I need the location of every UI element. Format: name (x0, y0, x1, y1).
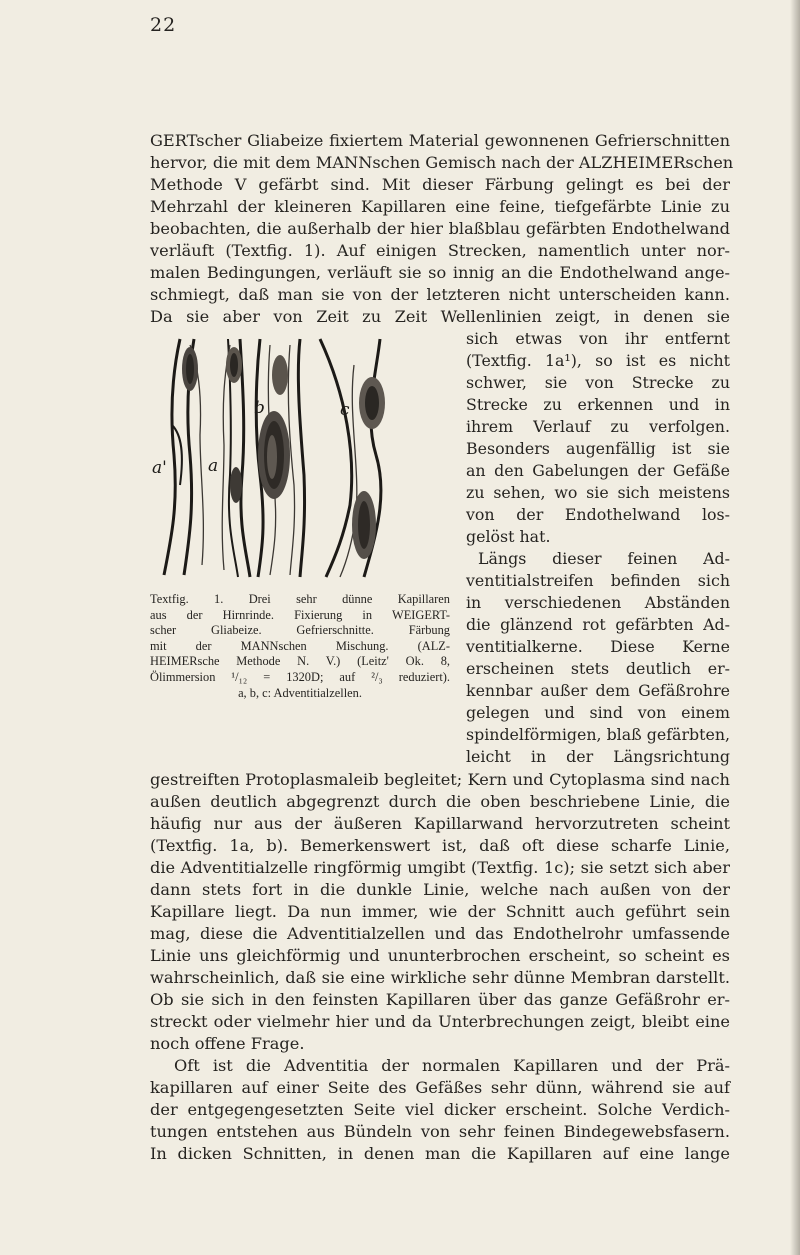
text-line: Da sie aber von Zeit zu Zeit Wellenlinien zeigt, in denen sie (150, 307, 730, 326)
page-number: 22 (150, 14, 177, 36)
text-line: der entgegengesetzten Seite viel dicker erscheint. Solche Verdich- (150, 1100, 730, 1119)
text-line: verläuft (Textfig. 1). Auf einigen Strecken, namentlich unter nor- (150, 241, 730, 260)
figure-caption (150, 592, 450, 701)
text-line: mag, diese die Adventitialzellen und das Endothelrohr umfassende (150, 924, 730, 943)
text-line: häufig nur aus der äußeren Kapillarwand hervorzutreten scheint (150, 814, 730, 833)
text-line: Mehrzahl der kleineren Kapillaren eine feine, tiefgefärbte Linie zu (150, 197, 730, 216)
caption-line: Textfig. 1. Drei sehr dünne Kapillaren (150, 592, 450, 606)
text-line: Längs dieser feinen Ad- (478, 549, 730, 568)
caption-line: Ölimmersion ¹/₁₂ = 1320D; auf ²/₃ reduziert). (150, 669, 450, 684)
text-line: die glänzend rot gefärbten Ad- (466, 615, 730, 634)
page-edge-shadow (790, 0, 800, 1255)
text-line: von der Endothelwand los- (466, 505, 730, 524)
caption-line: HEIMERsche Methode N. V.) (Leitz' Ok. 8, (150, 654, 450, 669)
text-line: kapillaren auf einer Seite des Gefäßes sehr dünn, während sie auf (150, 1078, 730, 1097)
label-a: a (208, 456, 219, 476)
text-line: Linie uns gleichförmig und ununterbrochen erscheint, so scheint es (150, 946, 730, 965)
text-line: in verschiedenen Abständen (466, 593, 730, 612)
text-line: gelöst hat. (466, 527, 551, 546)
text-line: gelegen und sind von einem (466, 703, 730, 722)
text-line: (Textfig. 1a, b). Bemerkenswert ist, daß oft diese scharfe Linie, (150, 836, 730, 855)
text-line: Ob sie sich in den feinsten Kapillaren über das ganze Gefäßrohr er- (150, 990, 730, 1009)
text-line: hervor, die mit dem MANNschen Gemisch nach der ALZHEIMERschen (150, 153, 734, 172)
text-line: Strecke zu erkennen und in (466, 395, 730, 414)
text-line: erscheinen stets deutlich er- (466, 659, 730, 678)
caption-line: mit der MANNschen Mischung. (ALZ- (150, 638, 450, 653)
text-line: spindelförmigen, blaß gefärbten, (466, 725, 731, 744)
label-a-prime: a' (152, 458, 167, 478)
text-line: außen deutlich abgegrenzt durch die oben beschriebene Linie, die (150, 792, 730, 811)
text-line: schwer, sie von Strecke zu (466, 373, 730, 392)
text-line: leicht in der Längsrichtung (466, 747, 730, 766)
text-line: malen Bedingungen, verläuft sie so innig an die Endothelwand ange- (150, 263, 730, 282)
text-line: die Adventitialzelle ringförmig umgibt (Textfig. 1c); sie setzt sich aber (150, 858, 730, 877)
text-line: kennbar außer dem Gefäßrohre (466, 681, 730, 700)
text-line: ihrem Verlauf zu verfolgen. (466, 417, 730, 436)
label-b: b (254, 398, 265, 418)
text-line: Oft ist die Adventitia der normalen Kapillaren und der Prä- (174, 1056, 730, 1075)
text-line: noch offene Frage. (150, 1034, 305, 1053)
text-line: dann stets fort in die dunkle Linie, welche nach außen von der (150, 880, 730, 899)
caption-line: a, b, c: Adventitialzellen. (238, 685, 362, 700)
caption-line: aus der Hirnrinde. Fixierung in WEIGERT- (150, 607, 450, 622)
text-line: gestreiften Protoplasmaleib begleitet; Kern und Cytoplasma sind nach (150, 770, 730, 789)
text-line: streckt oder vielmehr hier und da Unterbrechungen zeigt, bleibt eine (150, 1012, 730, 1031)
text-line: ventitialstreifen befinden sich (466, 571, 730, 590)
text-line: zu sehen, wo sie sich meistens (466, 483, 730, 502)
text-line: tungen entstehen aus Bündeln von sehr feinen Bindegewebsfasern. (150, 1122, 730, 1141)
text-line: Methode V gefärbt sind. Mit dieser Färbung gelingt es bei der (150, 175, 730, 194)
text-line: beobachten, die außerhalb der hier blaßblau gefärbten Endothelwand (150, 219, 730, 238)
text-line: sich etwas von ihr entfernt (466, 329, 730, 348)
text-line: ventitialkerne. Diese Kerne (466, 637, 730, 656)
text-line: Kapillare liegt. Da nun immer, wie der Schnitt auch geführt sein (150, 902, 730, 921)
text-line: an den Gabelungen der Gefäße (466, 461, 730, 480)
text-line: Besonders augenfällig ist sie (466, 439, 730, 458)
text-line: wahrscheinlich, daß sie eine wirkliche sehr dünne Membran darstellt. (150, 968, 730, 987)
text-line: In dicken Schnitten, in denen man die Kapillaren auf eine lange (150, 1144, 730, 1163)
text-line: schmiegt, daß man sie von der letzteren nicht unterscheiden kann. (150, 285, 730, 304)
text-line: (Textfig. 1a¹), so ist es nicht (466, 351, 730, 370)
caption-line: scher Gliabeize. Gefrierschnitte. Färbung (150, 623, 450, 638)
label-c: c (340, 400, 350, 420)
capillary-figure (150, 335, 450, 580)
text-line: GERTscher Gliabeize fixiertem Material gewonnenen Gefrierschnitten (150, 131, 730, 150)
